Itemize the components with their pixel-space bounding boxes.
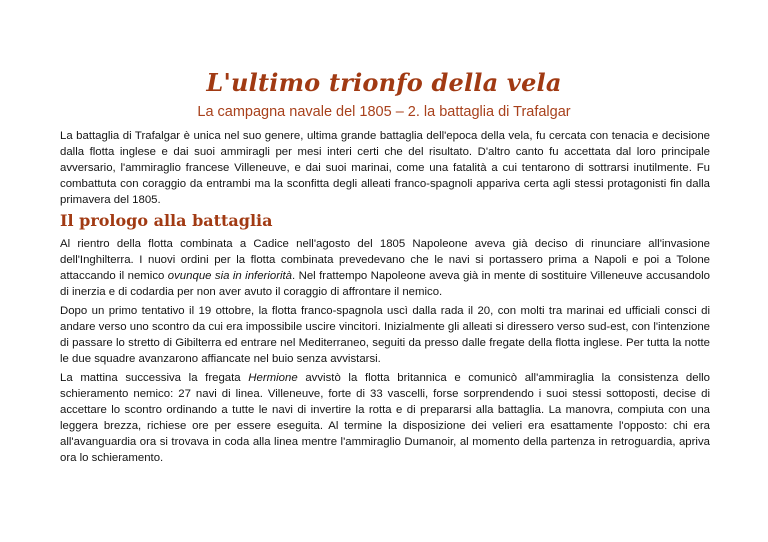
paragraph-1 bbox=[60, 236, 710, 300]
paragraph-1-emphasis: ovunque sia in inferiorità bbox=[167, 270, 293, 282]
paragraph-3 bbox=[60, 370, 710, 466]
page-subtitle: La campagna navale del 1805 – 2. la battaglia di Trafalgar bbox=[197, 104, 571, 120]
paragraph-3-text-b: avvistò la flotta britannica e comunicò all'ammiraglia la consistenza dello schieramento nemico: 27 navi di linea. Villeneuve, forte di 33 vascelli, forse sorprendendo i suoi stessi sottoposti, decise di accettare lo scontro ordinando a tutte le navi di invertire la rotta e di prepararsi alla battaglia. La manovra, compiuta con una leggera brezza, richiese ore per essere eseguita. Al termine la disposizione dei velieri era esattamente l'opposto: chi era all'avanguardia ora si trovava in coda alla linea mentre l'ammiraglio Dumanoir, al momento della partenza in retroguardia, apriva ora lo schieramento. bbox=[60, 372, 710, 464]
paragraph-3-emphasis: Hermione bbox=[248, 372, 298, 384]
intro-paragraph: La battaglia di Trafalgar è unica nel suo genere, ultima grande battaglia dell'epoca della vela, fu cercata con tenacia e decisione dalla flotta inglese e dai suoi ammiragli per mesi interi certi che del risultato. D'altro canto fu accettata dal loro principale avversario, l'ammiraglio francese Villeneuve, e dai suoi marinai, come una fatalità a cui tentarono di sottrarsi inutilmente. Fu combattuta con coraggio da entrambi ma la sconfitta degli alleati franco-spagnoli appariva certa agli stessi protagonisti fin dalla primavera del 1805. bbox=[60, 130, 710, 206]
paragraph-2: Dopo un primo tentativo il 19 ottobre, la flotta franco-spagnola uscì dalla rada il 20, con molti tra marinai ed ufficiali consci di andare verso uno scontro da cui era impossibile uscire vincitori. Inizialmente gli alleati si diressero verso sud-est, con l'intenzione di passare lo stretto di Gibilterra ed entrare nel Mediterraneo, seguiti da presso dalle fregate della flotta inglese. Per tutta la notte le due squadre avanzarono affiancate nel buio senza avvistarsi. bbox=[60, 305, 710, 365]
paragraph-3-text-a: La mattina successiva la fregata bbox=[60, 372, 249, 384]
paragraph-1-text-b: . Nel frattempo Napoleone aveva già in mente di sostituire Villeneuve accusandolo di inerzia e di codardia per non aver avuto il coraggio di affrontare il nemico. bbox=[60, 270, 710, 298]
section-heading: Il prologo alla battaglia bbox=[60, 211, 273, 230]
paragraph-1-text-a: Al rientro della flotta combinata a Cadice nell'agosto del 1805 Napoleone aveva già deciso di rinunciare all'invasione dell'Inghilterra. I nuovi ordini per la flotta combinata prevedevano che le navi si portassero prima a Napoli e poi a Tolone attaccando il nemico bbox=[60, 238, 710, 282]
page-title: L'ultimo trionfo della vela bbox=[206, 68, 562, 97]
